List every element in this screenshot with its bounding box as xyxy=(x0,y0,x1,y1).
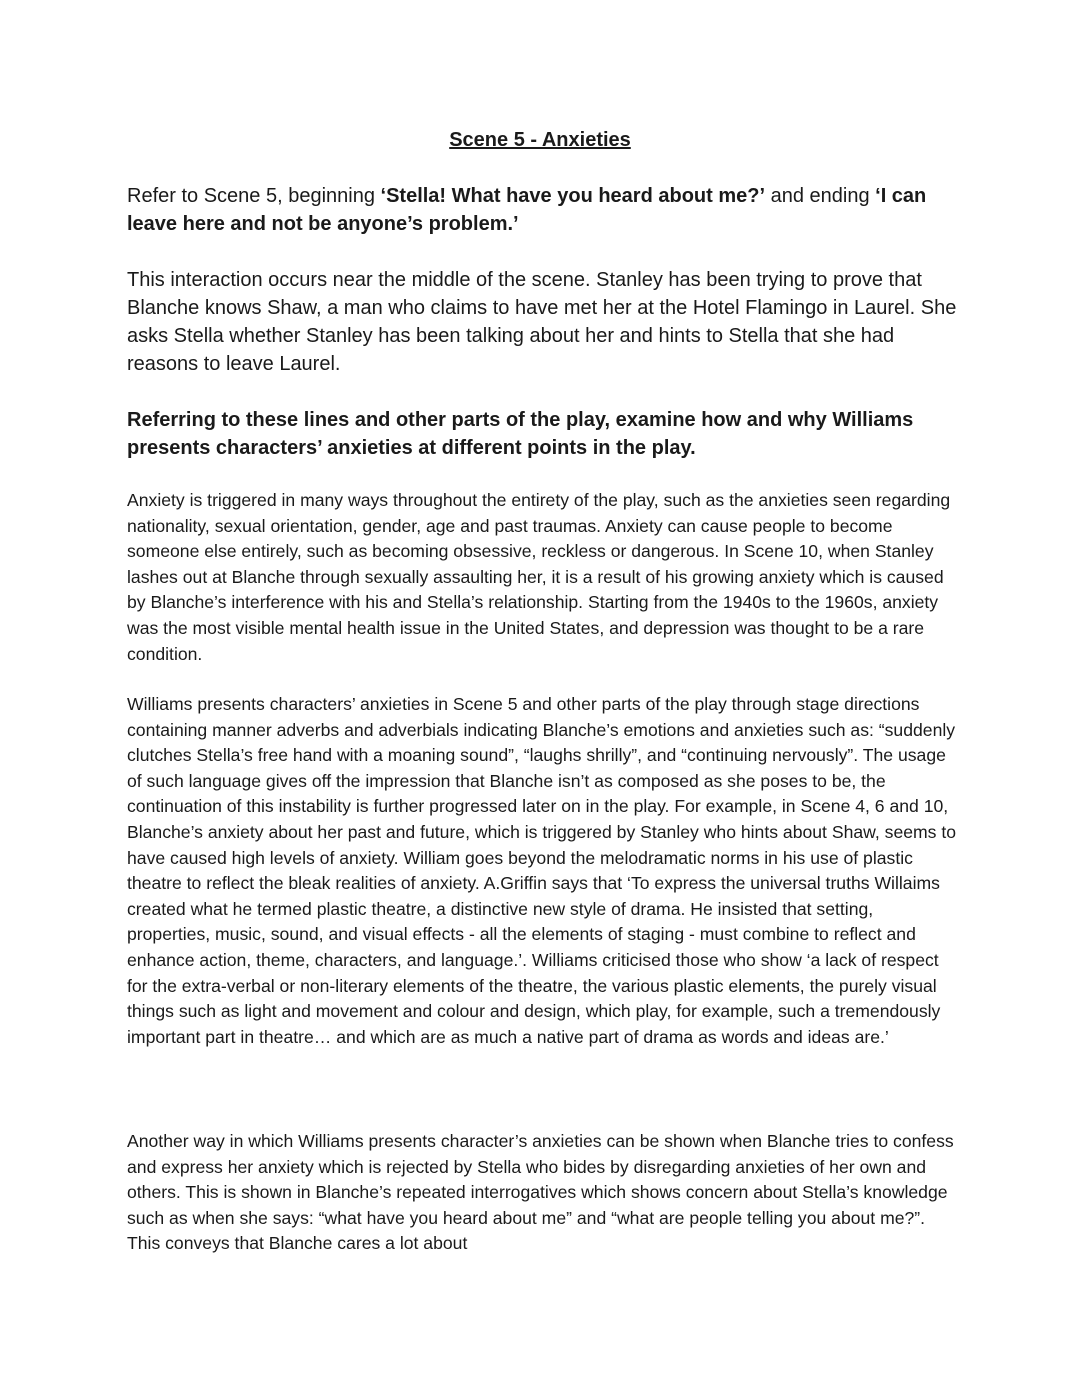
intro-paragraph xyxy=(127,182,957,238)
body-paragraph-1: Anxiety is triggered in many ways throughout the entirety of the play, such as the anxieties seen regarding nationality, sexual orientation, gender, age and past traumas. Anxiety can cause people to become someone else entirely, such as becoming obsessive, reckless or dangerous. In Scene 10, when Stanley lashes out at Blanche through sexually assaulting her, it is a result of his growing anxiety which is caused by Blanche’s interference with his and Stella’s relationship. Starting from the 1940s to the 1960s, anxiety was the most visible mental health issue in the United States, and depression was thought to be a rare condition. xyxy=(127,490,951,664)
intro-prefix: Refer to Scene 5, beginning xyxy=(127,185,381,207)
intro-middle: and ending xyxy=(765,185,876,207)
context-paragraph: This interaction occurs near the middle of the scene. Stanley has been trying to prove that Blanche knows Shaw, a man who claims to have met her at the Hotel Flamingo in Laurel. She asks Stella whether Stanley has been talking about her and hints to Stella that she had reasons to leave Laurel. xyxy=(127,269,957,375)
essay-question: Referring to these lines and other parts of the play, examine how and why Williams presents characters’ anxieties at different points in the play. xyxy=(127,409,914,459)
end-quote: ‘I can leave here and not be anyone’s problem.’ xyxy=(127,185,927,235)
body-paragraph-2: Williams presents characters’ anxieties in Scene 5 and other parts of the play through stage directions containing manner adverbs and adverbials indicating Blanche’s emotions and anxieties such as: “suddenly clutches Stella’s free hand with a moaning sound”, “laughs shrilly”, and “continuing nervously”. The usage of such language gives off the impression that Blanche isn’t as composed as she poses to be, the continuation of this instability is further progressed later on in the play. For example, in Scene 4, 6 and 10, Blanche’s anxiety about her past and future, which is triggered by Stanley who hints about Shaw, seems to have caused high levels of anxiety. William goes beyond the melodramatic norms in his use of plastic theatre to reflect the bleak realities of anxiety. A.Griffin says that ‘To express the universal truths Willaims created what he termed plastic theatre, a distinctive new style of drama. He insisted that setting, properties, music, sound, and visual effects - all the elements of staging - must combine to reflect and enhance action, theme, characters, and language.’. Williams criticised those who show ‘a lack of respect for the extra-verbal or non-literary elements of the theatre, the various plastic elements, the purely visual things such as light and movement and colour and design, which play, for example, such a tremendously important part in theatre… and which are as much a native part of drama as words and ideas are.’ xyxy=(127,694,957,1047)
page-title: Scene 5 - Anxieties xyxy=(449,129,631,151)
start-quote: ‘Stella! What have you heard about me?’ xyxy=(380,185,766,207)
body-paragraph-3: Another way in which Williams presents character’s anxieties can be shown when Blanche tries to confess and express her anxiety which is rejected by Stella who bides by disregarding anxieties of her own and others. This is shown in Blanche’s repeated interrogatives which shows concern about Stella’s knowledge such as when she says: “what have you heard about me” and “what are people telling you about me?”. This conveys that Blanche cares a lot about xyxy=(127,1131,954,1254)
